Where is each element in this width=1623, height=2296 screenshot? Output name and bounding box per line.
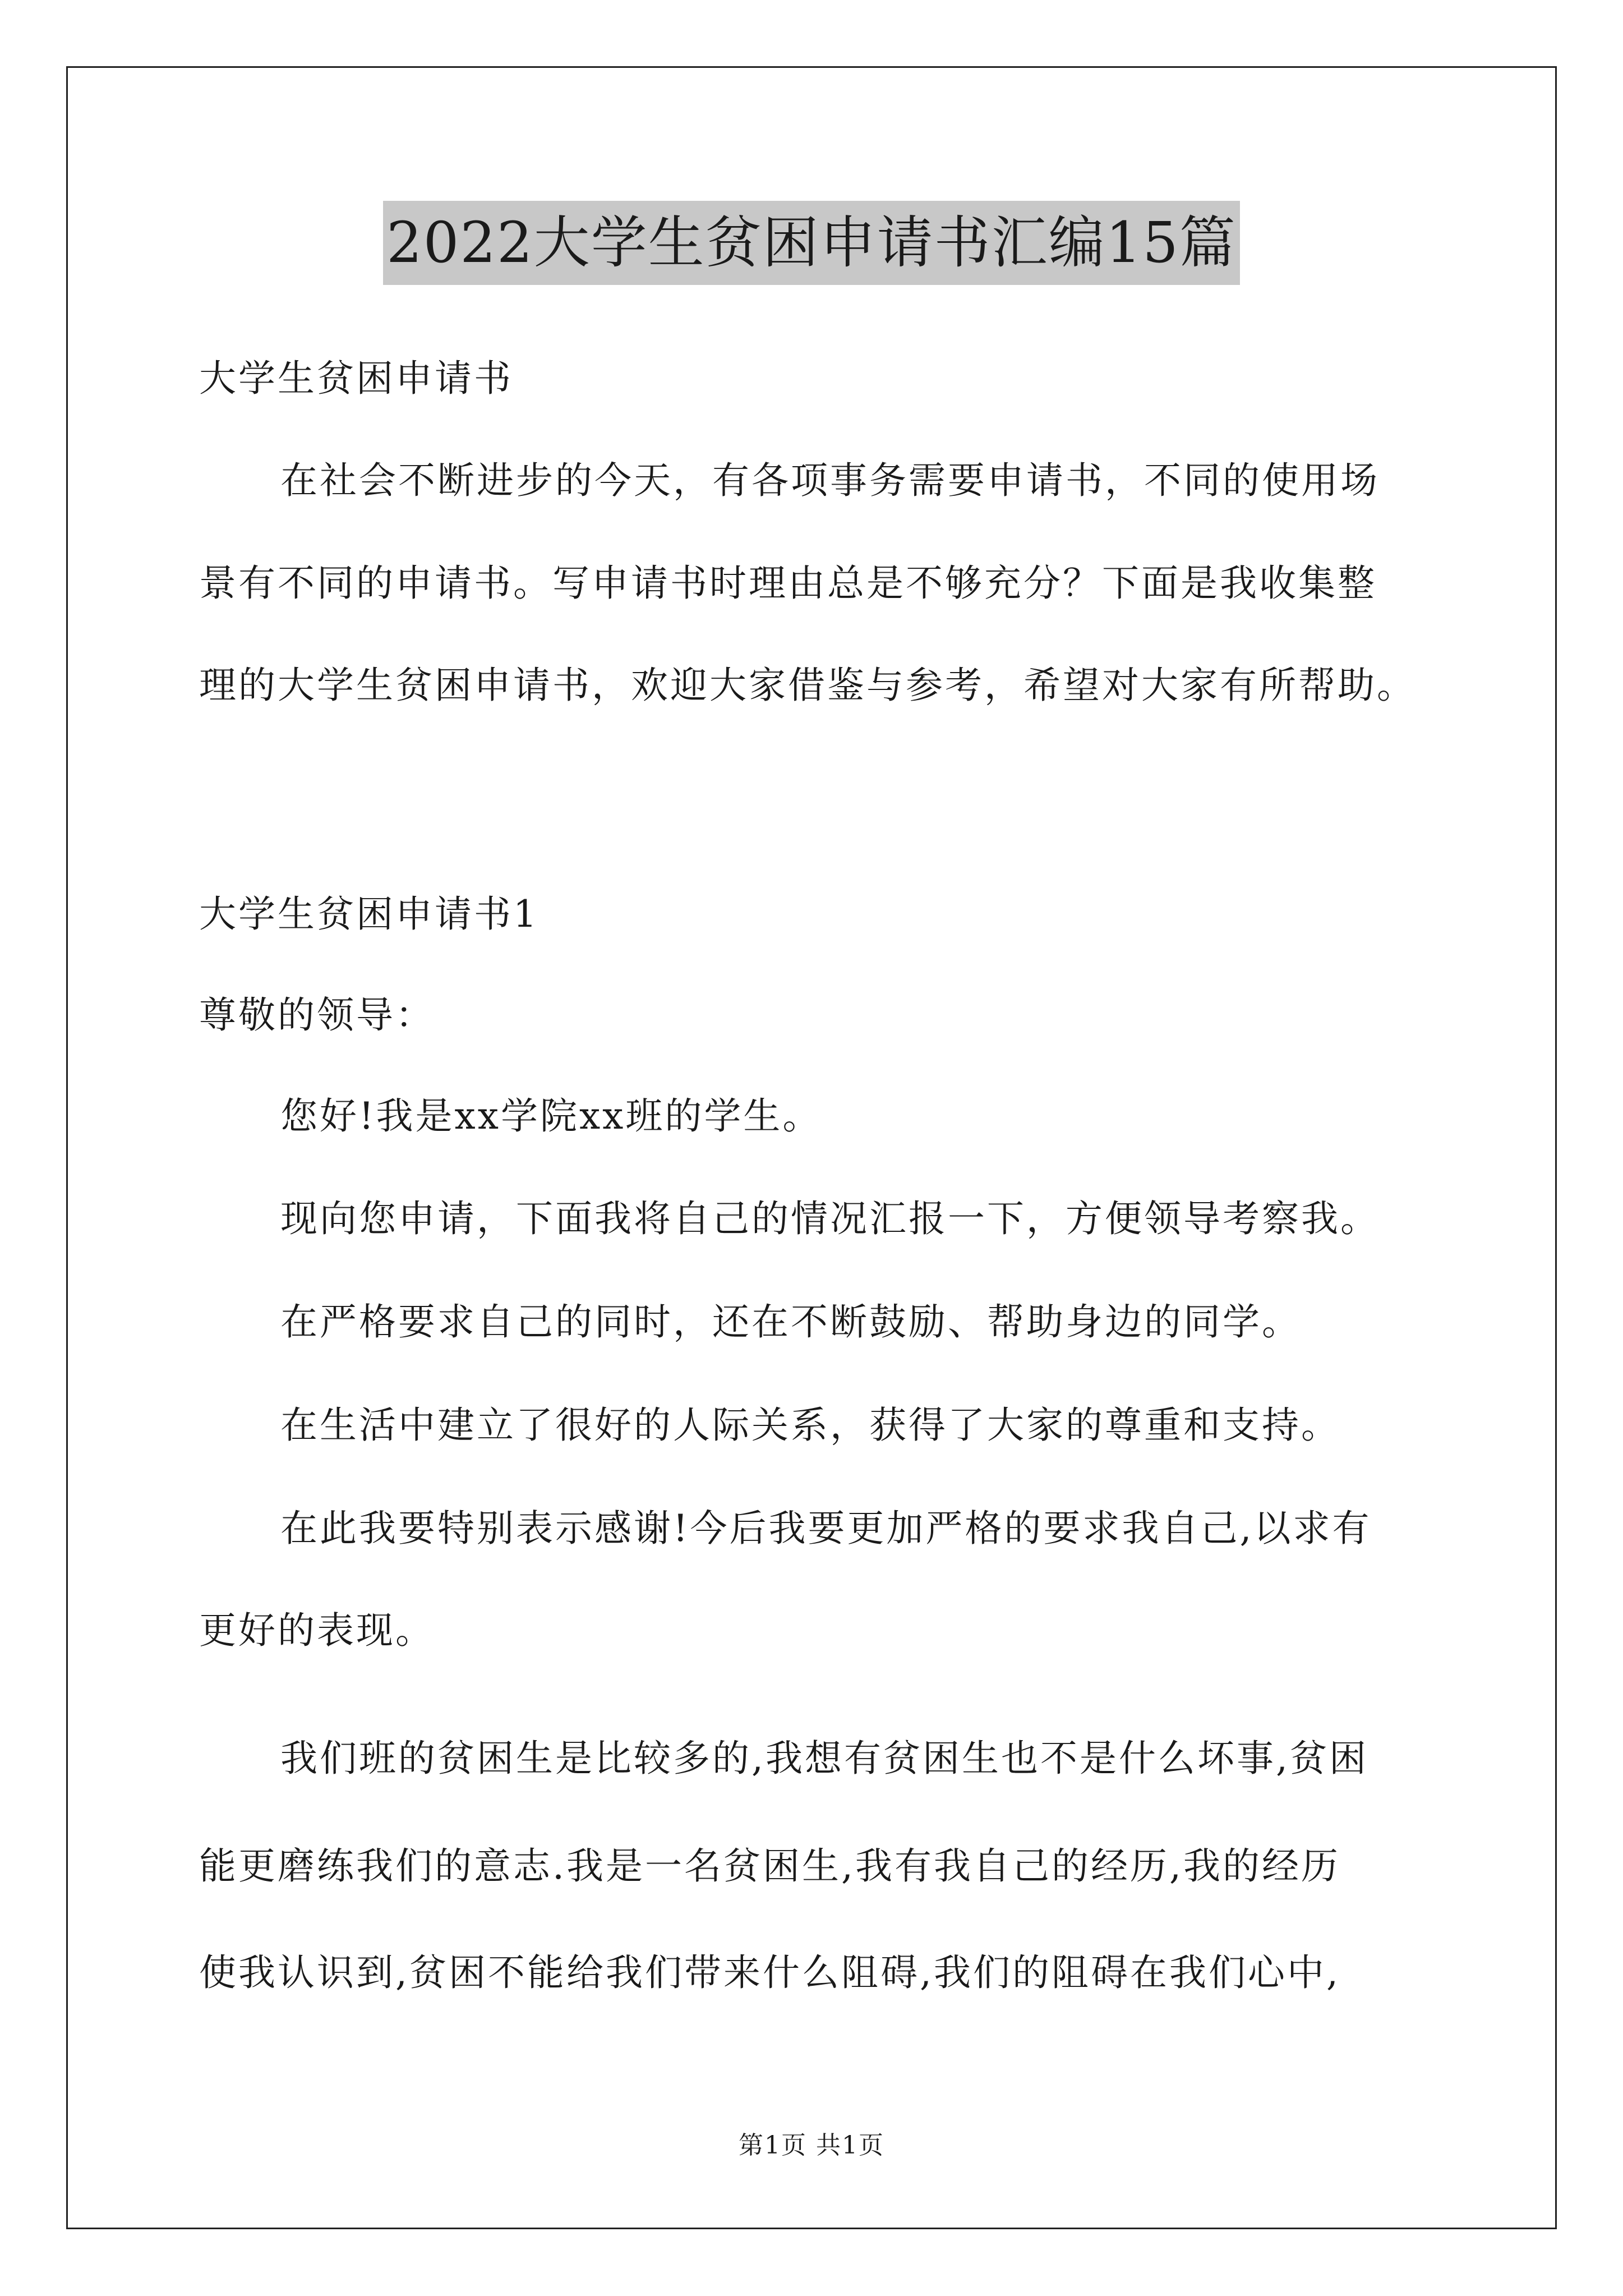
paragraph-line: 现向您申请，下面我将自己的情况汇报一下，方便领导考察我。: [280, 1197, 1380, 1240]
page-footer: 第1页 共1页: [739, 2131, 884, 2160]
paragraph-line: 在生活中建立了很好的人际关系，获得了大家的尊重和支持。: [280, 1404, 1340, 1447]
paragraph-line: 更好的表现。: [199, 1609, 435, 1652]
section-heading: 大学生贫困申请书1: [199, 892, 539, 936]
paragraph-line: 在社会不断进步的今天，有各项事务需要申请书，不同的使用场: [280, 459, 1380, 502]
title-wrap: [0, 201, 1623, 285]
paragraph-line: 在此我要特别表示感谢!今后我要更加严格的要求我自己,以求有: [280, 1507, 1372, 1550]
paragraph-line: 我们班的贫困生是比较多的,我想有贫困生也不是什么坏事,贫困: [280, 1737, 1368, 1780]
paragraph-line: 能更磨练我们的意志.我是一名贫困生,我有我自己的经历,我的经历: [199, 1844, 1340, 1888]
salutation: 尊敬的领导：: [199, 993, 435, 1037]
paragraph-line: 您好!我是xx学院xx班的学生。: [280, 1094, 822, 1138]
document-title: 2022大学生贫困申请书汇编15篇: [383, 201, 1240, 285]
paragraph-line: 景有不同的申请书。写申请书时理由总是不够充分？下面是我收集整: [199, 562, 1377, 605]
paragraph-line: 理的大学生贫困申请书，欢迎大家借鉴与参考，希望对大家有所帮助。: [199, 664, 1416, 707]
section-heading: 大学生贫困申请书: [199, 357, 513, 400]
paragraph-line: 在严格要求自己的同时，还在不断鼓励、帮助身边的同学。: [280, 1300, 1301, 1343]
paragraph-line: 使我认识到,贫困不能给我们带来什么阻碍,我们的阻碍在我们心中,: [199, 1951, 1340, 1994]
